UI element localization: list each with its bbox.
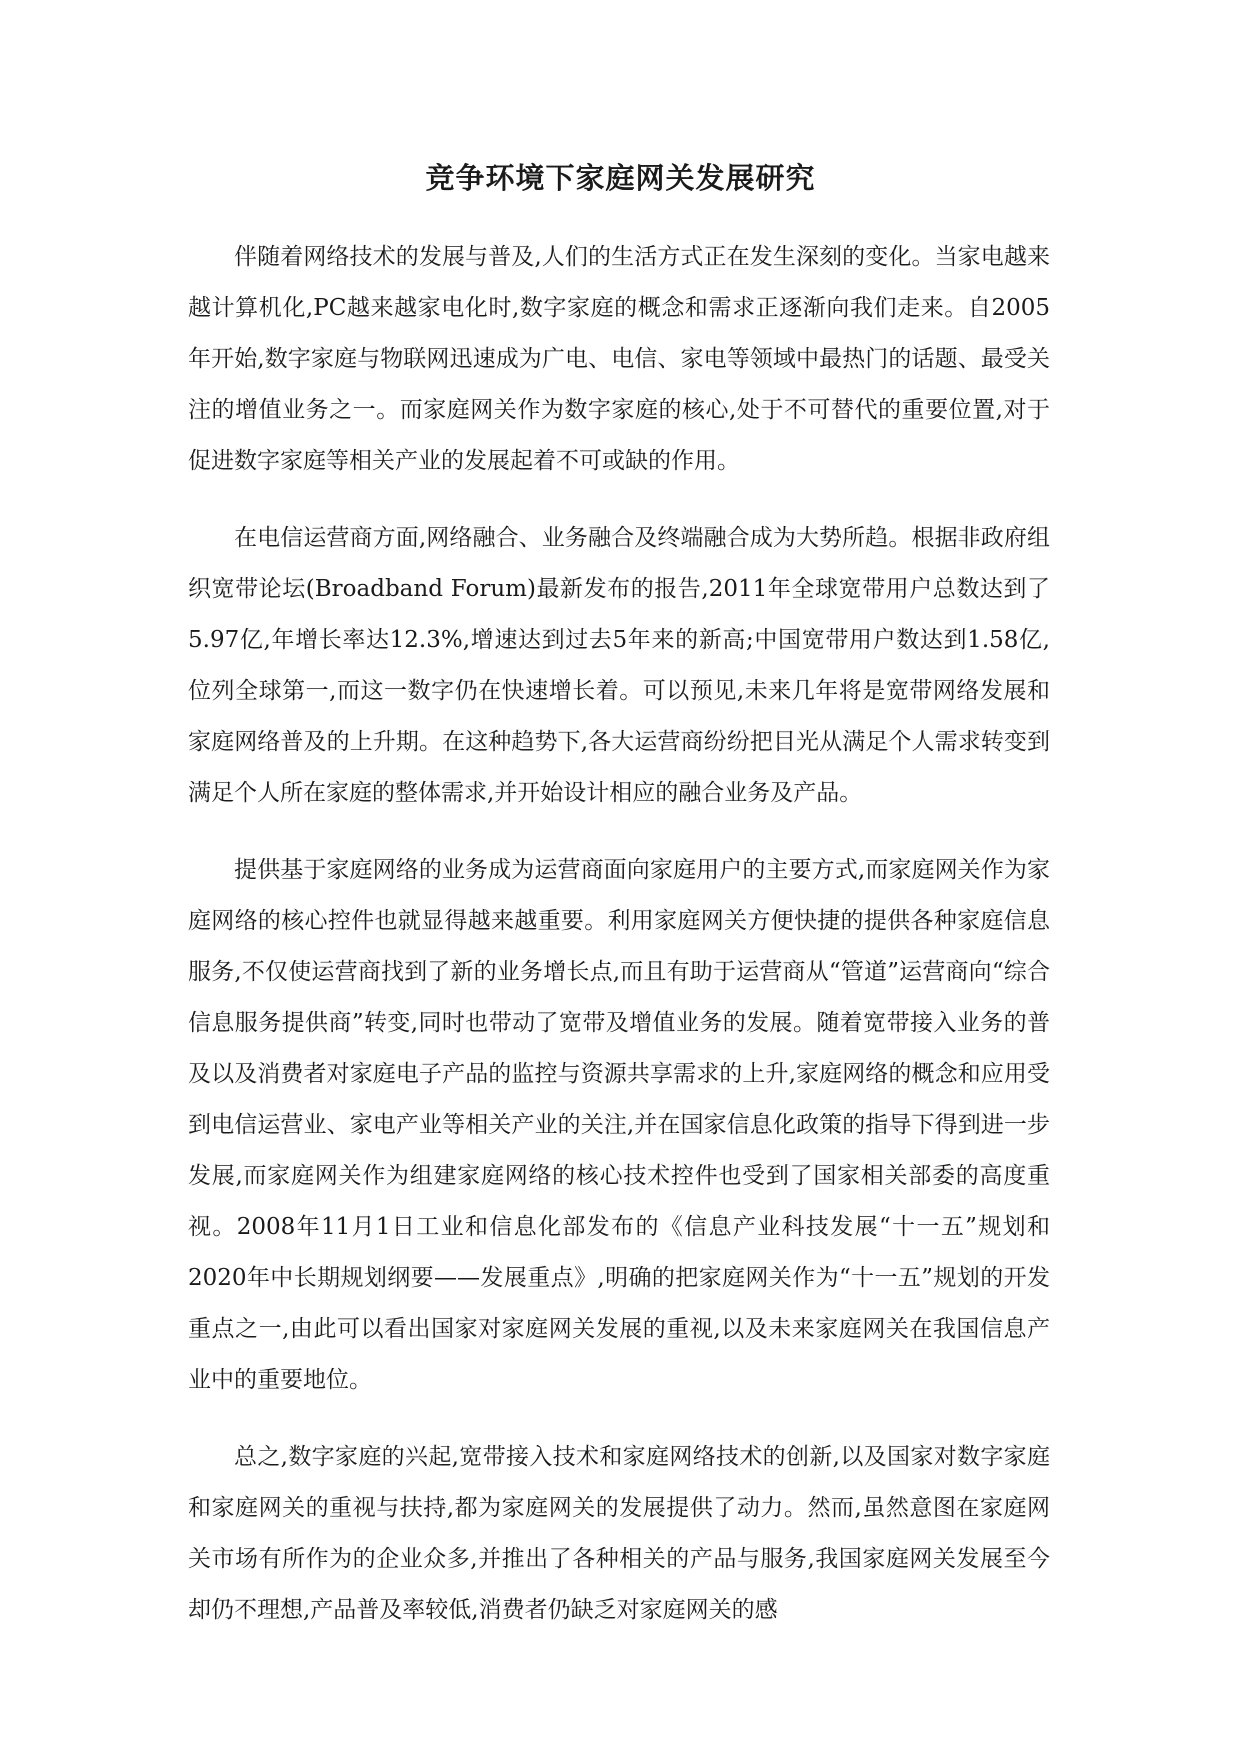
paragraph-3: 提供基于家庭网络的业务成为运营商面向家庭用户的主要方式,而家庭网关作为家庭网络的核心控件也就显得越来越重要。利用家庭网关方便快捷的提供各种家庭信息服务,不仅使运营商找到了新的业务增长点,而且有助于运营商从“管道”运营商向“综合信息服务提供商”转变,同时也带动了宽带及增值业务的发展。随着宽带接入业务的普及以及消费者对家庭电子产品的监控与资源共享需求的上升,家庭网络的概念和应用受到电信运营业、家电产业等相关产业的关注,并在国家信息化政策的指导下得到进一步发展,而家庭网关作为组建家庭网络的核心技术控件也受到了国家相关部委的高度重视。2008年11月1日工业和信息化部发布的《信息产业科技发展“十一五”规划和2020年中长期规划纲要——发展重点》,明确的把家庭网关作为“十一五”规划的开发重点之一,由此可以看出国家对家庭网关发展的重视,以及未来家庭网关在我国信息产业中的重要地位。	[188, 857, 1050, 1393]
document-body	[188, 232, 1050, 1662]
paragraph-1: 伴随着网络技术的发展与普及,人们的生活方式正在发生深刻的变化。当家电越来越计算机化,PC越来越家电化时,数字家庭的概念和需求正逐渐向我们走来。自2005年开始,数字家庭与物联网迅速成为广电、电信、家电等领域中最热门的话题、最受关注的增值业务之一。而家庭网关作为数字家庭的核心,处于不可替代的重要位置,对于促进数字家庭等相关产业的发展起着不可或缺的作用。	[188, 244, 1050, 474]
paragraph-2: 在电信运营商方面,网络融合、业务融合及终端融合成为大势所趋。根据非政府组织宽带论坛(Broadband Forum)最新发布的报告,2011年全球宽带用户总数达到了5.97亿,年增长率达12.3%,增速达到过去5年来的新高;中国宽带用户数达到1.58亿,位列全球第一,而这一数字仍在快速增长着。可以预见,未来几年将是宽带网络发展和家庭网络普及的上升期。在这种趋势下,各大运营商纷纷把目光从满足个人需求转变到满足个人所在家庭的整体需求,并开始设计相应的融合业务及产品。	[188, 525, 1050, 806]
paragraph-4: 总之,数字家庭的兴起,宽带接入技术和家庭网络技术的创新,以及国家对数字家庭和家庭网关的重视与扶持,都为家庭网关的发展提供了动力。然而,虽然意图在家庭网关市场有所作为的企业众多,并推出了各种相关的产品与服务,我国家庭网关发展至今却仍不理想,产品普及率较低,消费者仍缺乏对家庭网关的感	[188, 1444, 1050, 1623]
document-title: 竞争环境下家庭网关发展研究	[425, 161, 816, 195]
